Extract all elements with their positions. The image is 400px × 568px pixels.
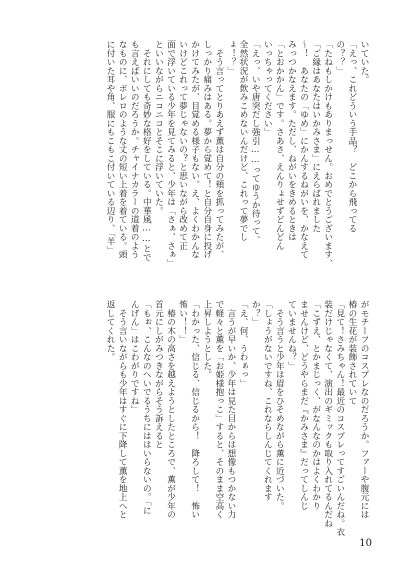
text-column: いていた。	[359, 40, 369, 84]
text-column: ～！ あなたの「ゆめ」にかんするねがいを、かなえて	[298, 40, 309, 259]
text-column: で軽々と薫を「お姫様抱っこ」すると、そのまま空高く	[213, 300, 224, 519]
text-column: 言うが早いか、少年は見た目からは想像もつかない力	[225, 300, 236, 519]
text-column: 「たねもしかけもありまっせん。おめでとうございます、	[322, 40, 333, 268]
text-column: 「え、何、うわぁっ」	[238, 300, 249, 388]
text-column: いけどこれって夢じゃないの？と思いながら改めて正	[177, 40, 188, 250]
text-column: か？」	[250, 300, 261, 327]
text-column: ませんけど、どうやらまだ『かみさま』だってしんじ	[298, 300, 309, 510]
text-column: 「見て！さみちゃん！最近のコスプレってすごいんだね。衣	[334, 300, 345, 537]
text-column: に付いた耳や角、服にもこもこ付いている辺り、「羊」	[105, 40, 116, 255]
text-column: 「えっ、これどういう手品？ どこから飛ってる	[346, 40, 357, 233]
text-column: 全然状況が飲みこめないんだけど、これって夢でし	[238, 40, 249, 242]
text-column: そう言いながらも少年はすぐに下降して薫を地上へと	[117, 300, 128, 519]
text-block-upper	[30, 40, 370, 266]
text-column: そう言うと少年は眉をひそめながら薫に近づいた。	[274, 300, 285, 510]
text-column: 怖い！！」	[177, 300, 188, 344]
text-column: そう言ってとりあえず薫は自分の頬を抓ってみたが、	[213, 40, 224, 259]
text-column: みっつかなえます。ただし、ねがいをきめるときは	[286, 40, 297, 242]
text-column: 上昇しようとした。	[201, 300, 212, 379]
text-column: ょ！？」	[225, 40, 236, 75]
text-column: 「わかった、信じる、信じるから！ 降ろして！ 怖い	[189, 300, 200, 519]
text-column: 装だけじゃなくて、演出のギミックも取り入れてるんだね	[322, 300, 333, 528]
text-column: 首元にしがみつきながらそう訴えると	[153, 300, 164, 449]
text-column: んげん」はこわがりですね」	[129, 300, 140, 414]
text-column: 「こずえ、とかまじっく、がなんなのかはよくわかり	[310, 300, 321, 510]
text-column: 「とおかかん」です。さあさ、えんりょせずどんどん	[274, 40, 285, 250]
text-column: がモチーフのコスプレなのだろうか。ファーや腹元には	[359, 300, 369, 519]
text-column: 椿の木の高さを越えようとしたところで、薫が少年の	[165, 300, 176, 519]
text-column: なものに、ボレロのような丈の短い上着を着ている。頭	[117, 40, 128, 259]
text-column: の？？」	[334, 40, 345, 75]
text-column: 「しょうがないですね、これならしんじてくれます	[262, 300, 273, 502]
text-column: 「もぉ、こんなのへいでるうちにははいらないの。「に	[141, 300, 152, 515]
text-column: といいながらニコニコとそこに浮いていた。	[153, 40, 164, 215]
text-column: 椿の生花が装飾されていて	[346, 300, 357, 405]
text-column: しっかり痛みはある。夢から覚めて！と自分自身に投げ	[201, 40, 212, 259]
text-column: 「えっ、いや唐突だし強引……ってゆうか待って、	[250, 40, 261, 245]
text-column: かけてみたが、目覚める様子もない。え、よくわかんな	[189, 40, 200, 259]
text-column: いっちゃってください」	[262, 40, 273, 137]
text-column: 「ご縁はあなたはいかみさま」にえらばれました	[310, 40, 321, 233]
text-block-lower	[30, 300, 370, 537]
text-column: 返してくれた。	[105, 300, 116, 362]
text-column: も言えばいいのだろうか。チャイナカラーの道着のよう	[129, 40, 140, 259]
text-column: 面で浮いている少年を見てみると、少年は「さぁ、さぁ」	[165, 40, 176, 268]
text-column: それにしても奇妙な格好をしている。中華風……とで	[141, 40, 152, 262]
page-number: 10	[359, 538, 372, 549]
text-column: ていませんね？」	[286, 300, 297, 370]
